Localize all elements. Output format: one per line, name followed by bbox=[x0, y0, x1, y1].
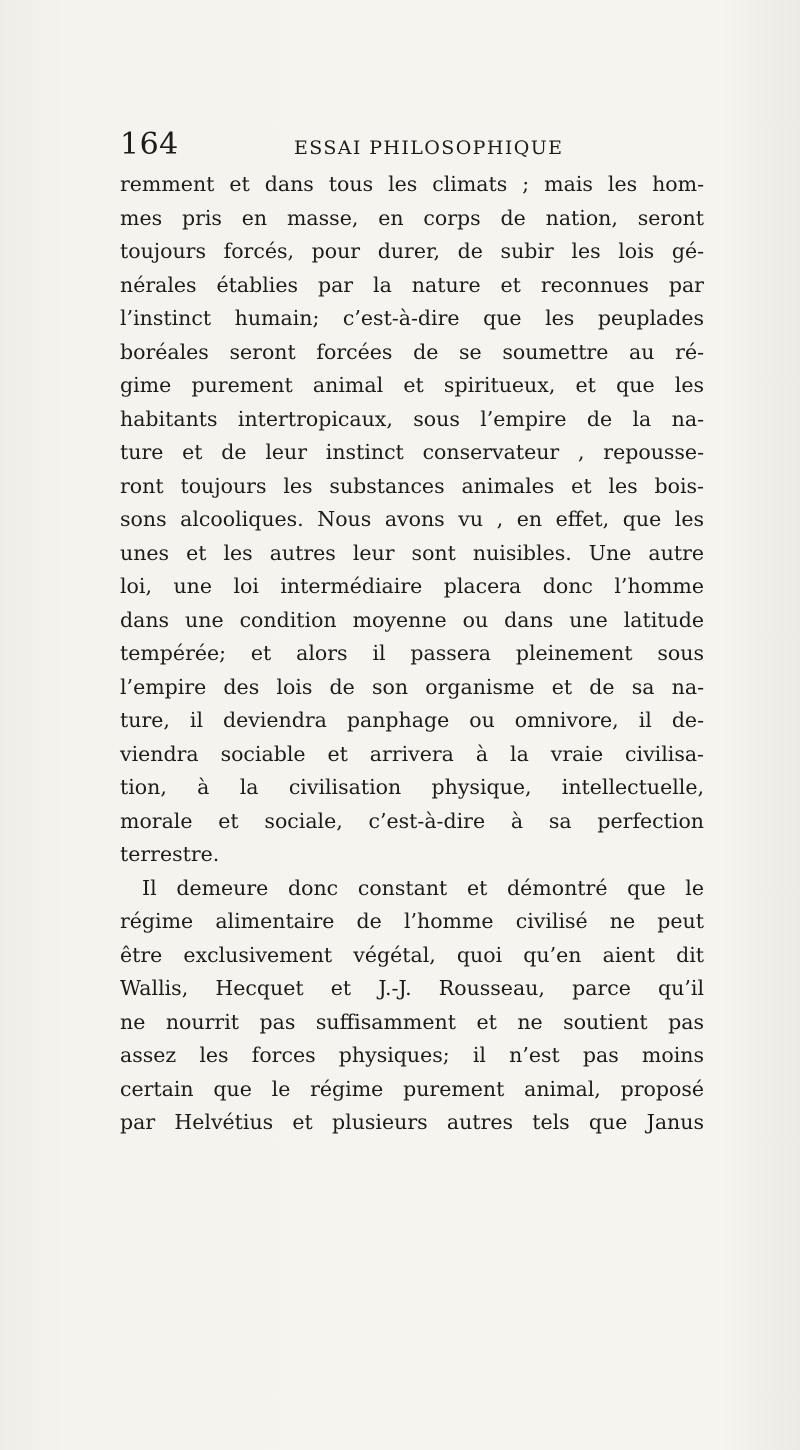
text-line: habitants intertropicaux, sous l’empire de la na- bbox=[120, 406, 704, 431]
text-line: viendra sociable et arrivera à la vraie civilisa- bbox=[120, 741, 704, 766]
page-header bbox=[120, 127, 704, 170]
text-line: être exclusivement végétal, quoi qu’en aient dit bbox=[120, 942, 704, 967]
paragraph-start-line: Il demeure donc constant et démontré que le bbox=[142, 875, 704, 900]
text-line: mes pris en masse, en corps de nation, seront bbox=[120, 205, 704, 230]
text-line: assez les forces physiques; il n’est pas moins bbox=[120, 1043, 704, 1067]
text-line: remment et dans tous les climats ; mais les hom- bbox=[120, 172, 704, 196]
text-line: gime purement animal et spiritueux, et que les bbox=[120, 373, 704, 397]
text-line: ture, il deviendra panphage ou omnivore, il de- bbox=[120, 708, 704, 732]
body-text bbox=[120, 168, 704, 1140]
running-head: ESSAI PHILOSOPHIQUE bbox=[294, 137, 564, 159]
paragraph-end-line: terrestre. bbox=[120, 842, 220, 866]
text-line: boréales seront forcées de se soumettre au ré- bbox=[120, 339, 704, 364]
text-line: nérales établies par la nature et reconnues par bbox=[120, 272, 704, 297]
text-line: dans une condition moyenne ou dans une latitude bbox=[120, 607, 704, 632]
text-line: l’empire des lois de son organisme et de sa na- bbox=[120, 674, 704, 699]
text-line: par Helvétius et plusieurs autres tels que Janus bbox=[120, 1110, 704, 1134]
text-line: loi, une loi intermédiaire placera donc l’homme bbox=[120, 574, 704, 598]
page-number: 164 bbox=[120, 127, 179, 162]
text-line: tempérée; et alors il passera pleinement sous bbox=[120, 641, 704, 665]
text-line: Wallis, Hecquet et J.-J. Rousseau, parce qu’il bbox=[120, 976, 704, 1000]
text-line: toujours forcés, pour durer, de subir les lois gé- bbox=[120, 239, 704, 263]
text-line: ture et de leur instinct conservateur , repousse- bbox=[120, 440, 704, 464]
text-line: tion, à la civilisation physique, intellectuelle, bbox=[120, 775, 704, 799]
text-line: l’instinct humain; c’est-à-dire que les peuplades bbox=[120, 306, 704, 330]
text-line: ront toujours les substances animales et les bois- bbox=[120, 473, 704, 498]
text-line: sons alcooliques. Nous avons vu , en effet, que les bbox=[120, 507, 704, 531]
text-line: certain que le régime purement animal, proposé bbox=[120, 1076, 704, 1101]
text-line: morale et sociale, c’est-à-dire à sa perfection bbox=[120, 808, 704, 833]
text-line: ne nourrit pas suffisamment et ne soutient pas bbox=[120, 1009, 704, 1034]
text-line: unes et les autres leur sont nuisibles. Une autre bbox=[120, 540, 704, 565]
text-line: régime alimentaire de l’homme civilisé ne peut bbox=[120, 909, 704, 933]
